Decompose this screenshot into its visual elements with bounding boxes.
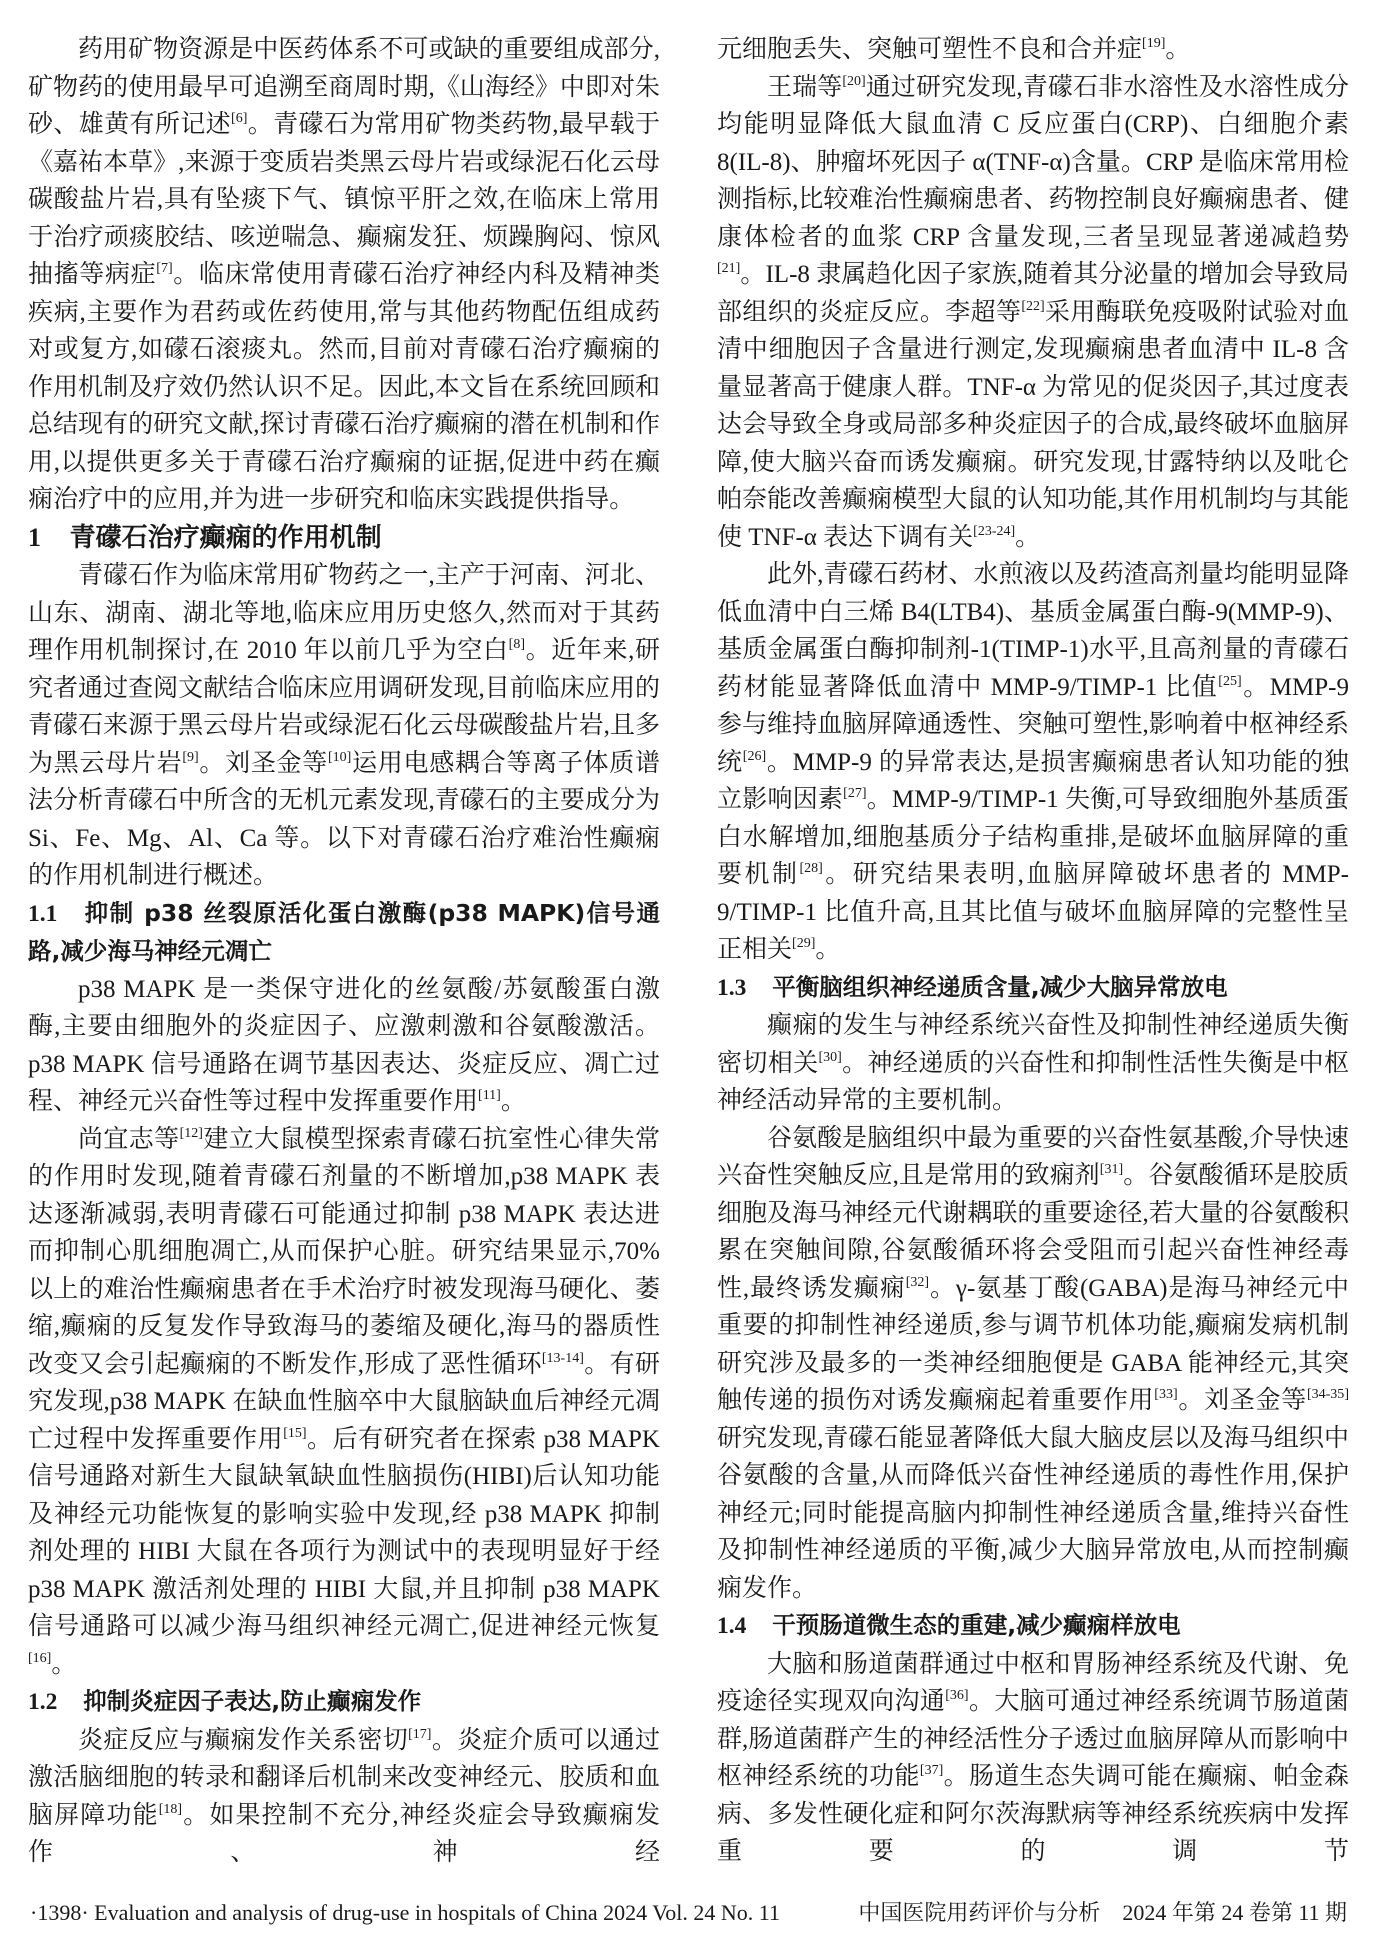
body-paragraph	[28, 1121, 660, 1684]
citation-reference: [ $^{30}$ ]	[818, 1050, 841, 1065]
citation-reference: [ $^{26}$ ]	[743, 749, 766, 764]
subsection-heading	[717, 1607, 1349, 1646]
paragraph-text: 研究发现,青礞石能显著降低大鼠大脑皮层以及海马组织中谷氨酸的含量,从而降低兴奋性神经递质的毒性作用,保护神经元;同时能提高脑内抑制性神经递质含量,维持兴奋性及抑制性神经递质的平衡,减少大脑异常放电,从而控制癫痫发作。	[717, 1424, 1349, 1602]
citation-reference: [ $^{20}$ ]	[842, 74, 865, 89]
paragraph-text: 。	[1165, 36, 1191, 63]
citation-reference: [ $^{32}$ ]	[906, 1275, 929, 1290]
citation-reference: [ $^{25}$ ]	[1218, 674, 1241, 689]
paragraph-text: 。临床常使用青礞石治疗神经内科及精神类疾病,主要作为君药或佐药使用,常与其他药物配伍组成药对或复方,如礞石滚痰丸。然而,目前对青礞石治疗癫痫的作用机制及疗效仍然认识不足。因此,本文旨在系统回顾和总结现有的研究文献,探讨青礞石治疗癫痫的潜在机制和作用,以提供更多关于青礞石治疗癫痫的证据,促进中药在癫痫治疗中的应用,并为进一步研究和临床实践提供指导。	[28, 261, 660, 513]
paragraph-text: 。	[815, 936, 841, 963]
citation-reference: [ $^{12}$ ]	[180, 1126, 203, 1141]
paragraph-text: 。有研究发现,p38 MAPK 在缺血性脑卒中大鼠脑缺血后神经元凋亡过程中发挥重要作用	[28, 1350, 660, 1453]
citation-reference: [ $^{28}$ ]	[799, 861, 822, 876]
section-heading	[28, 519, 660, 558]
paragraph-text: 青礞石作为临床常用矿物药之一,主产于河南、河北、山东、湖南、湖北等地,临床应用历史悠久,然而对于其药理作用机制探讨,在 2010 年以前几乎为空白	[28, 562, 660, 664]
paragraph-text: 。MMP-9 的异常表达,是损害癫痫患者认知功能的独立影响因素	[717, 748, 1349, 813]
citation-reference: [ $^{17}$ ]	[408, 1727, 431, 1742]
paragraph-text: 。	[1015, 523, 1041, 551]
paragraph-text: 。	[500, 1088, 526, 1115]
paragraph-text: 采用酶联免疫吸附试验对血清中细胞因子含量进行测定,发现癫痫患者血清中 IL-8 含量显著高于健康人群。TNF-α 为常见的促炎因子,其过度表达会导致全身或局部多种炎症因子的合成,最终破坏血脑屏障,使大脑兴奋而诱发癫痫。研究发现,甘露特纳以及吡仑帕奈能改善癫痫模型大鼠的认知功能,其作用机制均与其能使 TNF-α 表达下调有关	[717, 298, 1349, 551]
heading-text: 干预肠道微生态的重建,减少癫痫样放电	[772, 1611, 1181, 1639]
paragraph-text: 。近年来,研究者通过查阅文献结合临床应用调研发现,目前临床应用的青礞石来源于黑云母片岩或绿泥石化云母碳酸盐片岩,且多为黑云母片岩	[28, 637, 660, 777]
paragraph-text: 。刘圣金等	[1177, 1387, 1307, 1414]
paragraph-text: 。研究结果表明,血脑屏障破坏患者的 MMP-9/TIMP-1 比值升高,且其比值与破坏血脑屏障的完整性呈正相关	[717, 861, 1349, 963]
paragraph-text: 此外,青礞石药材、水煎液以及药渣高剂量均能明显降低血清中白三烯 B4(LTB4)、基质金属蛋白酶-9(MMP-9)、基质金属蛋白酶抑制剂-1(TIMP-1)水平,且高剂量的青礞石药材能显著降低血清中 MMP-9/TIMP-1 比值	[717, 561, 1349, 701]
paragraph-text: 。谷氨酸循环是胶质细胞及海马神经元代谢耦联的重要途径,若大量的谷氨酸积累在突触间隙,谷氨酸循环将会受阻而引起兴奋性神经毒性,最终诱发癫痫	[717, 1162, 1349, 1302]
heading-number: 1.4	[717, 1613, 747, 1639]
paragraph-text: 元细胞丢失、突触可塑性不良和合并症	[717, 36, 1143, 63]
body-paragraph	[28, 31, 660, 519]
citation-reference: [ $^{15}$ ]	[283, 1426, 306, 1441]
citation-reference: [ $^6$ ]	[231, 111, 247, 126]
heading-text: 青礞石治疗癫痫的作用机制	[69, 522, 382, 553]
citation-reference: [ $^{16}$ ]	[28, 1651, 51, 1666]
citation-reference: [ $^{19}$ ]	[1142, 36, 1165, 51]
citation-reference: [ $^7$ ]	[156, 261, 172, 276]
citation-reference: [ $^9$ ]	[182, 750, 198, 765]
paragraph-text: 。	[51, 1650, 77, 1678]
paragraph-text: 。γ-氨基丁酸(GABA)是海马神经元中重要的抑制性神经递质,参与调节机体功能,癫痫发病机制研究涉及最多的一类神经细胞便是 GABA 能神经元,其突触传递的损伤对诱发癫痫起着重要作用	[717, 1274, 1349, 1414]
citation-reference: [ $^8$ ]	[509, 637, 525, 652]
body-paragraph	[28, 557, 660, 895]
paragraph-text: 运用电感耦合等离子体质谱法分析青礞石中所含的无机元素发现,青礞石的主要成分为 Si、Fe、Mg、Al、Ca 等。以下对青礞石治疗难治性癫痫的作用机制进行概述。	[28, 749, 660, 889]
paragraph-text: 建立大鼠模型探索青礞石抗室性心律失常的作用时发现,随着青礞石剂量的不断增加,p38 MAPK 表达逐渐减弱,表明青礞石可能通过抑制 p38 MAPK 表达进而抑制心肌细胞凋亡,从而保护心脏。研究结果显示,70%以上的难治性癫痫患者在手术治疗时被发现海马硬化、萎缩,癫痫的反复发作导致海马的萎缩及硬化,海马的器质性改变又会引起癫痫的不断发作,形成了恶性循环	[28, 1125, 660, 1378]
subsection-heading	[28, 895, 660, 971]
citation-reference: [ $^{13-14}$ ]	[542, 1351, 584, 1366]
paragraph-text: 。神经递质的兴奋性和抑制性活性失衡是中枢神经活动异常的主要机制。	[717, 1049, 1349, 1114]
subsection-heading	[717, 969, 1349, 1008]
citation-reference: [ $^{23-24}$ ]	[973, 524, 1015, 539]
body-paragraph	[717, 556, 1349, 969]
subsection-heading	[28, 1683, 660, 1722]
body-paragraph	[717, 1646, 1349, 1871]
body-paragraph	[717, 1007, 1349, 1120]
citation-reference: [ $^{31}$ ]	[1100, 1162, 1123, 1177]
paragraph-text: 王瑞等	[767, 73, 843, 101]
right-column	[717, 31, 1349, 1871]
page-footer-journal-chinese: 中国医院用药评价与分析 2024 年第 24 卷第 11 期	[858, 1900, 1347, 1925]
paragraph-text: 尚宜志等	[78, 1125, 180, 1153]
paragraph-text: 谷氨酸是脑组织中最为重要的兴奋性氨基酸,介导快速兴奋性突触反应,且是常用的致痫剂	[717, 1124, 1349, 1189]
paragraph-text: 。MMP-9 参与维持血脑屏障通透性、突触可塑性,影响着中枢神经系统	[717, 673, 1349, 776]
body-paragraph	[717, 31, 1349, 69]
page-footer-journal-english: ·1398· Evaluation and analysis of drug-use in hospitals of China 2024 Vol. 24 No. 11	[30, 1900, 780, 1925]
paragraph-text: 。如果控制不充分,神经炎症会导致癫痫发作、神经	[28, 1801, 660, 1866]
citation-reference: [ $^{22}$ ]	[1021, 299, 1044, 314]
citation-reference: [ $^{27}$ ]	[843, 786, 866, 801]
paragraph-text: 药用矿物资源是中医药体系不可或缺的重要组成部分,矿物药的使用最早可追溯至商周时期,《山海经》中即对朱砂、雄黄有所记述	[28, 36, 660, 138]
paragraph-text: 癫痫的发生与神经系统兴奋性及抑制性神经递质失衡密切相关	[717, 1012, 1349, 1077]
paragraph-text: 。青礞石为常用矿物类药物,最早载于《嘉祐本草》,来源于变质岩类黑云母片岩或绿泥石化云母碳酸盐片岩,具有坠痰下气、镇惊平肝之效,在临床上常用于治疗顽痰胶结、咳逆喘急、癫痫发狂、烦躁胸闷、惊风抽搐等病症	[28, 111, 660, 288]
heading-text: 抑制炎症因子表达,防止癫痫发作	[83, 1687, 422, 1715]
body-paragraph	[28, 971, 660, 1121]
paragraph-text: 。大脑可通过神经系统调节肠道菌群,肠道菌群产生的神经活性分子透过血脑屏障从而影响中枢神经系统的功能	[717, 1688, 1349, 1790]
heading-text: 平衡脑组织神经递质含量,减少大脑异常放电	[772, 972, 1228, 1001]
paragraph-text: 。MMP-9/TIMP-1 失衡,可导致细胞外基质蛋白水解增加,细胞基质分子结构重排,是破坏血脑屏障的重要机制	[717, 786, 1349, 888]
paragraph-text: 炎症反应与癫痫发作关系密切	[78, 1726, 409, 1754]
body-paragraph	[717, 69, 1349, 557]
left-column	[28, 31, 660, 1872]
paragraph-text: 。IL-8 隶属趋化因子家族,随着其分泌量的增加会导致局部组织的炎症反应。李超等	[717, 261, 1349, 326]
citation-reference: [ $^{36}$ ]	[945, 1688, 968, 1703]
paragraph-text: 。刘圣金等	[198, 749, 328, 777]
paragraph-text: 。炎症介质可以通过激活脑细胞的转录和翻译后机制来改变神经元、胶质和血脑屏障功能	[28, 1726, 660, 1829]
body-paragraph	[28, 1722, 660, 1872]
paragraph-text: 通过研究发现,青礞石非水溶性及水溶性成分均能明显降低大鼠血清 C 反应蛋白(CRP)、白细胞介素 8(IL-8)、肿瘤坏死因子 α(TNF-α)含量。CRP 是临床常用检测指标,比较难治性癫痫患者、药物控制良好癫痫患者、健康体检者的血浆 CRP 含量发现,三者呈现显著递减趋势	[717, 73, 1349, 251]
citation-reference: [ $^{33}$ ]	[1154, 1387, 1177, 1402]
citation-reference: [ $^{37}$ ]	[920, 1763, 943, 1778]
heading-number: 1.2	[28, 1689, 58, 1715]
paragraph-text: 。后有研究者在探索 p38 MAPK 信号通路对新生大鼠缺氧缺血性脑损伤(HIBI)后认知功能及神经元功能恢复的影响实验中发现,经 p38 MAPK 抑制剂处理的 HIBI 大鼠在各项行为测试中的表现明显好于经 p38 MAPK 激活剂处理的 HIBI 大鼠,并且抑制 p38 MAPK 信号通路可以减少海马组织神经元凋亡,促进神经元恢复	[28, 1425, 660, 1640]
body-paragraph	[717, 1120, 1349, 1608]
paragraph-text: p38 MAPK 是一类保守进化的丝氨酸/苏氨酸蛋白激酶,主要由细胞外的炎症因子、应激刺激和谷氨酸激活。p38 MAPK 信号通路在调节基因表达、炎症反应、凋亡过程、神经元兴奋性等过程中发挥重要作用	[28, 975, 660, 1115]
citation-reference: [ $^{11}$ ]	[478, 1088, 501, 1103]
heading-number: 1.3	[717, 974, 747, 1001]
citation-reference: [ $^{34-35}$ ]	[1307, 1387, 1349, 1402]
citation-reference: [ $^{29}$ ]	[792, 936, 815, 951]
paragraph-text: 大脑和肠道菌群通过中枢和胃肠神经系统及代谢、免疫途径实现双向沟通	[717, 1650, 1349, 1715]
heading-number: 1	[28, 522, 41, 552]
citation-reference: [ $^{18}$ ]	[159, 1802, 182, 1817]
citation-reference: [ $^{10}$ ]	[328, 750, 351, 765]
paragraph-text: 。肠道生态失调可能在癫痫、帕金森病、多发性硬化症和阿尔茨海默病等神经系统疾病中发挥重要的调节	[717, 1763, 1349, 1865]
citation-reference: [ $^{21}$ ]	[717, 261, 740, 276]
heading-number: 1.1	[28, 900, 58, 927]
heading-text: 抑制 p38 丝裂原活化蛋白激酶(p38 MAPK)信号通路,减少海马神经元凋亡	[28, 898, 660, 965]
